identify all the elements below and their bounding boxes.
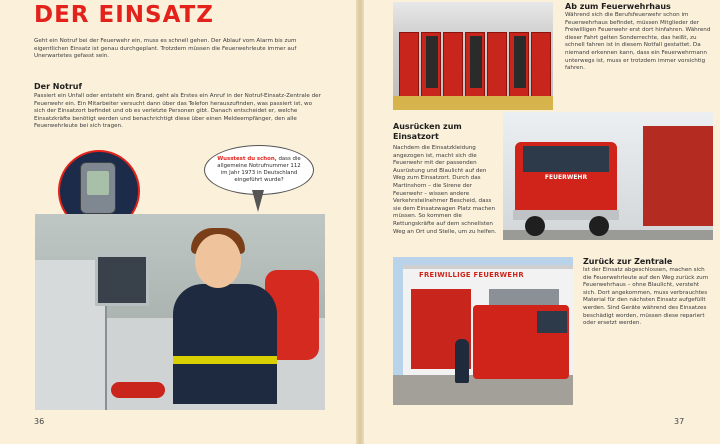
ausruecken-text: Nachdem die Einsatzkleidung angezogen ist, macht sich die Feuerwehr mit der passenden Ausrüstung und Blaulicht auf den Weg zum Einsatzort. Durch das Martinshorn – die Sirene der Feuerwehr – wissen andere Verkehrsteilnehmer Bescheid, dass sie dem Einsatzwagen Platz machen müssen. So kommen die Rettungskräfte auf dem schnellsten Weg an Ort und Stelle, um zu helfen. (393, 145, 497, 235)
truck-windshield (537, 311, 567, 333)
locker (531, 32, 551, 100)
fire-station-photo (393, 257, 573, 405)
dispatcher-body (173, 284, 277, 404)
pager-icon (80, 162, 116, 214)
page-title: DER EINSATZ (34, 2, 214, 28)
dispatch-center-illustration (35, 214, 325, 410)
ground (393, 375, 573, 405)
turnout-gear (470, 36, 482, 88)
bubble-text: dass die allgemeine Notrufnummer 112 im Jahr 1973 in Deutschland eingeführt wurde? (217, 156, 301, 183)
locker (487, 32, 507, 100)
reflective-stripe (173, 356, 277, 364)
zurueck-heading: Zurück zur Zentrale (583, 257, 673, 266)
telephone-icon (111, 382, 165, 398)
ausruecken-heading: Ausrücken zum Einsatzort (393, 122, 462, 141)
station-label: FREIWILLIGE FEUERWEHR (419, 271, 524, 279)
garage-door (643, 126, 713, 226)
turnout-gear (426, 36, 438, 88)
bubble-content (217, 156, 301, 184)
firefighter (455, 339, 469, 383)
truck-label: FEUERWEHR (544, 174, 588, 181)
floor (393, 96, 553, 110)
pager-screen (87, 171, 109, 195)
notruf-text: Passiert ein Unfall oder entsteht ein Brand, geht als Erstes ein Anruf in der Notruf-Einsatz-Zentrale der Feuerwehr ein. Ein Mitarbeiter versucht dann über das Telefon herauszufinden, was passiert ist, wo sich der Einsatzort befindet und ob es verletzte Personen gibt. Danach entscheidet er, welche Einsatzkräfte benötigt werden und benachrichtigt diese über einen Meldeempfänger, den alle Feuerwehrleute bei sich tragen. (34, 93, 321, 130)
intro-text: Geht ein Notruf bei der Feuerwehr ein, muss es schnell gehen. Der Ablauf vom Alarm bis zum eigentlichen Einsatz ist genau durchgeplant. Trotzdem müssen die Feuerwehrleute immer auf Unerwartetes gefasst sein. (34, 38, 297, 60)
book-gutter (356, 0, 364, 444)
speech-bubble (204, 145, 314, 195)
ab-zum-heading: Ab zum Feuerwehrhaus (565, 2, 671, 11)
wheel (589, 216, 609, 236)
bubble-question: Wusstest du schon, (217, 156, 277, 162)
notruf-heading: Der Notruf (34, 82, 82, 91)
zurueck-text: Ist der Einsatz abgeschlossen, machen sich die Feuerwehrleute auf den Weg zurück zum Feuerwehrhaus – ohne Blaulicht, versteht sich. Dort angekommen, muss verbrauchtes Material für den nächsten Einsatz aufgefüllt werden. Sind Geräte während des Einsatzes beschädigt worden, müssen diese repariert oder ersetzt werden. (583, 267, 709, 327)
monitor (95, 254, 149, 306)
dispatcher-head (195, 234, 241, 288)
fire-truck-photo (503, 112, 713, 240)
locker (443, 32, 463, 100)
bubble-tail (252, 190, 264, 212)
turnout-gear (514, 36, 526, 88)
ab-zum-text: Während sich die Berufsfeuerwehr schon im Feuerwehrhaus befindet, müssen Mitglieder der Freiwilligen Feuerwehr erst dort hinfahren. Während dieser Fahrt gelten Sonderrechte, das heißt, zu schnell fahren ist in diesem Notfall gestattet. Da niemand erkennen kann, dass ein Feuerwehrmann unterwegs ist, muss er trotzdem immer vorsichtig fahren. (565, 12, 711, 72)
locker-room-photo (393, 2, 553, 110)
truck-windshield (523, 146, 609, 172)
locker (399, 32, 419, 100)
page-number-left: 36 (34, 417, 45, 426)
page-number-right: 37 (674, 417, 685, 426)
wheel (525, 216, 545, 236)
